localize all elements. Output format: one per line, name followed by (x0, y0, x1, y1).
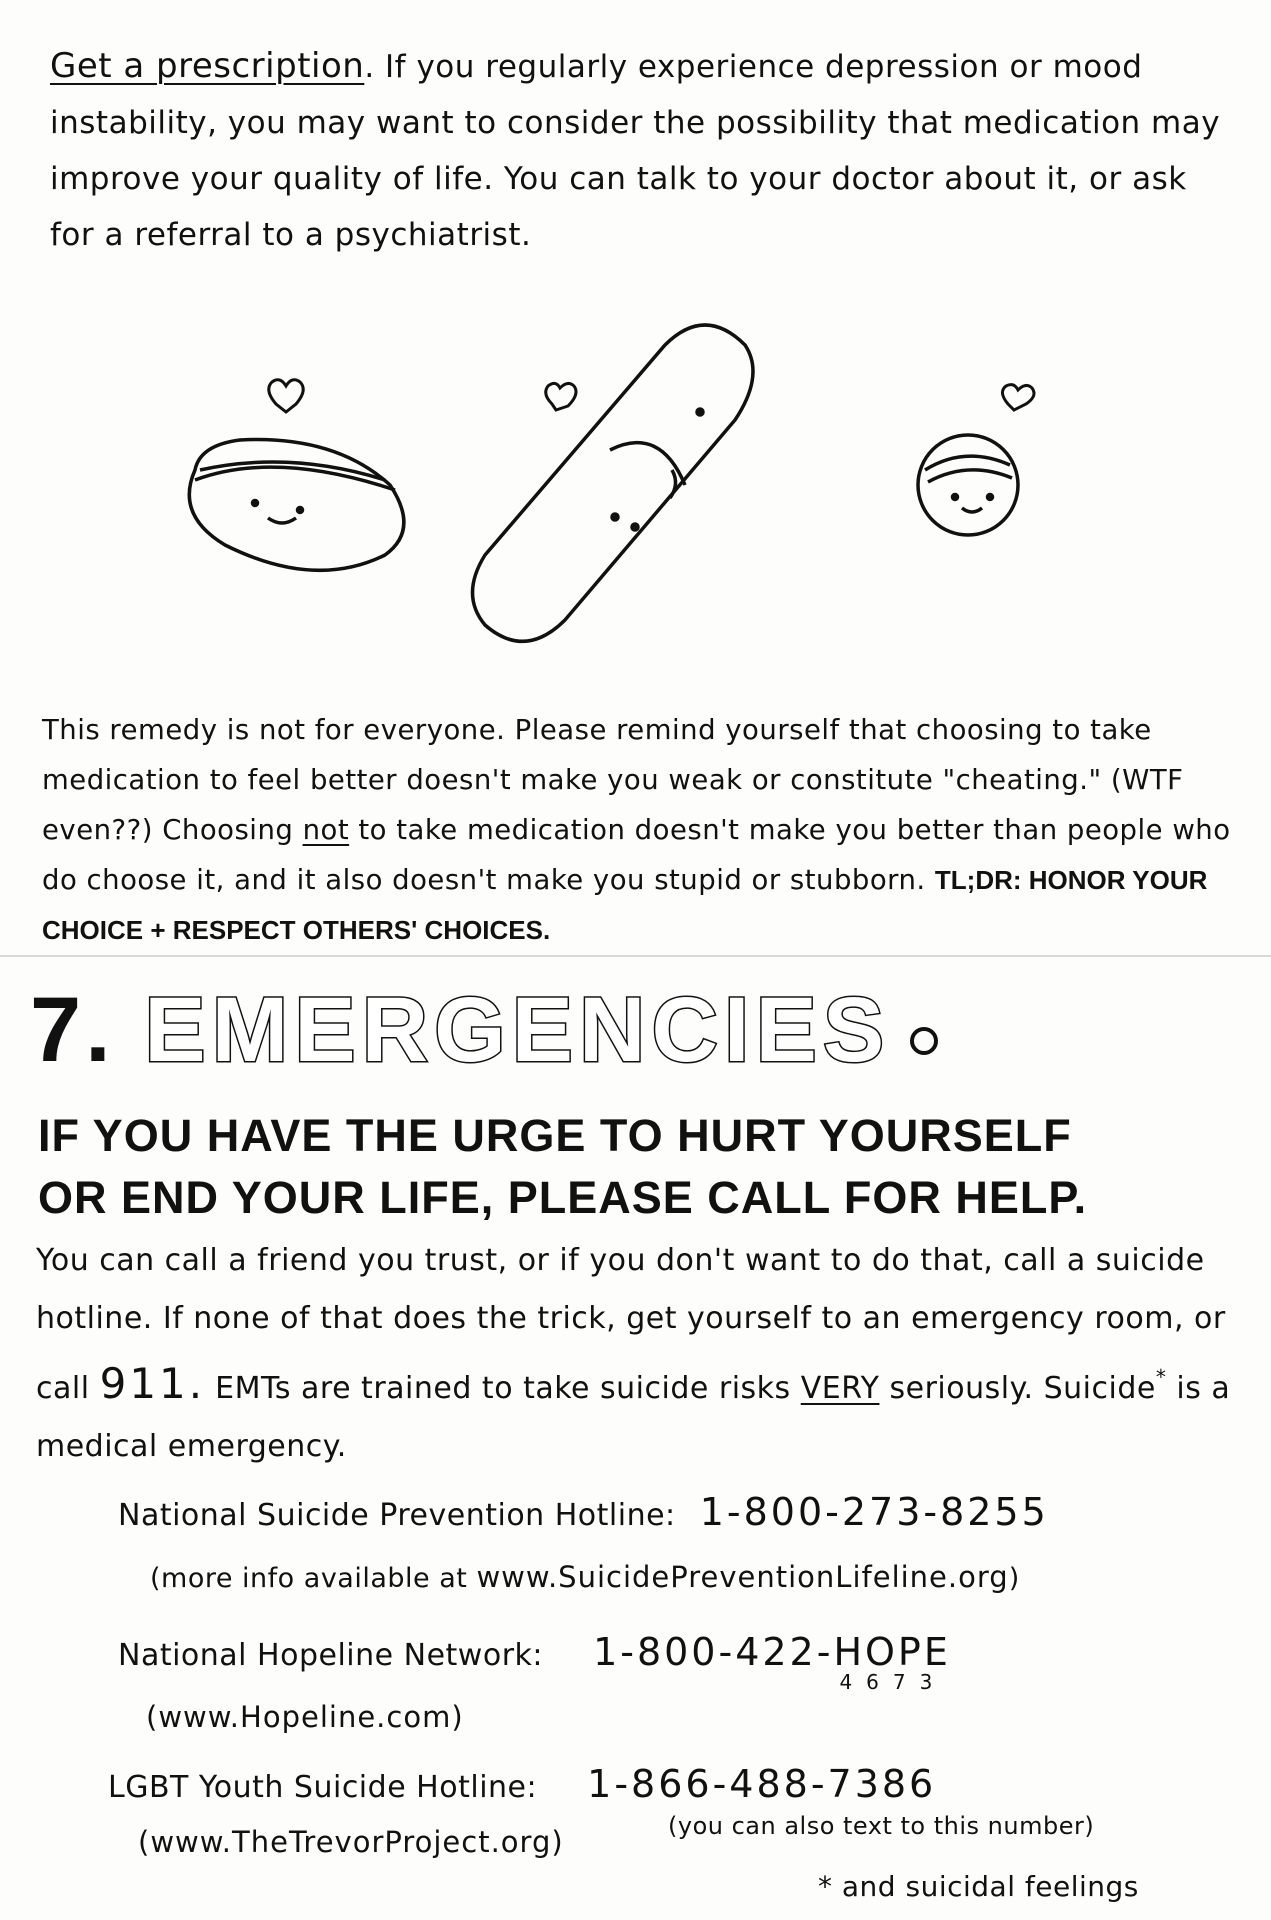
heart-icon (269, 380, 303, 412)
hotline-national-hopeline (118, 1630, 951, 1694)
page-fold-divider (0, 955, 1271, 957)
pill-illustrations (0, 0, 1271, 700)
hotline-national-suicide-prevention (118, 1490, 1049, 1534)
hotline-info (150, 1560, 1020, 1594)
emphasis-very: VERY (800, 1371, 880, 1406)
hotline-number[interactable]: 1-866-488-7386 (587, 1762, 937, 1806)
hotline-url[interactable]: (www.Hopeline.com) (146, 1700, 464, 1734)
emergency-body-text-2: EMTs are trained to take suicide risks (205, 1371, 801, 1406)
heading-dot (910, 1027, 938, 1055)
emergency-body-paragraph (36, 1232, 1246, 1476)
remedy-note-text: This remedy is not for everyone. Please remind yourself that choosing to take medication to feel better doesn't make you weak or constitute "cheating." (WTF even??) Choosing (42, 714, 1184, 846)
remedy-note-text-2: to take medication doesn't make you better than people who do choose it, and it also doesn't make you stupid or stubborn. (42, 814, 1231, 896)
remedy-note-emphasis: not (302, 814, 350, 846)
hotline-info-close: ) (1008, 1563, 1020, 1594)
hotline-name: National Suicide Prevention Hotline: (118, 1498, 676, 1533)
hotline-number-digits: 4673 (839, 1670, 947, 1694)
heart-icon (546, 383, 576, 410)
hotline-info (146, 1700, 464, 1734)
urgent-line-2: OR END YOUR LIFE, PLEASE CALL FOR HELP. (38, 1172, 1088, 1223)
hotline-info-text: (more info available at (150, 1563, 477, 1594)
emergency-body-text: You can call a friend you trust, or if you don't want to do that, call a suicide hotline. If none of that does the trick, get yourself to an emergency room, or call (36, 1243, 1226, 1406)
footnote: * and suicidal feelings (818, 1870, 1139, 1903)
hotline-number-letters-group (833, 1630, 951, 1694)
hotline-name: National Hopeline Network: (118, 1638, 544, 1673)
prescription-text: . If you regularly experience depression or mood instability, you may want to consider the possibility that medication may improve your quality of life. You can talk to your doctor about it, or ask for a referral to a psychiatrist. (50, 49, 1221, 253)
hotline-number-prefix: 1-800-422- (593, 1630, 834, 1674)
hotline-lgbt-youth (108, 1762, 936, 1806)
round-pill-drawing (918, 435, 1018, 535)
tldr-line: TL;DR: HONOR YOUR CHOICE + RESPECT OTHERS' CHOICES. (42, 865, 1208, 945)
asterisk-mark: * (1155, 1365, 1167, 1389)
hotline-number-letters: HOPE (833, 1630, 951, 1674)
heart-icon (1002, 385, 1034, 410)
hotline-name: LGBT Youth Suicide Hotline: (108, 1770, 538, 1805)
hotline-url[interactable]: www.SuicidePreventionLifeline.org (476, 1560, 1009, 1594)
emergencies-heading (30, 975, 938, 1085)
hotline-url[interactable]: (www.TheTrevorProject.org) (138, 1825, 564, 1859)
emergency-body-text-4: is a medical emergency. (36, 1371, 1231, 1464)
urgent-message (38, 1105, 1238, 1229)
hotline-number[interactable] (593, 1630, 951, 1694)
section-title: EMERGENCIES (144, 979, 891, 1081)
hotline-text-note: (you can also text to this number) (668, 1812, 1095, 1840)
prescription-heading: Get a prescription (50, 46, 365, 86)
urgent-line-1: IF YOU HAVE THE URGE TO HURT YOURSELF (38, 1110, 1072, 1161)
emergency-body-text-3: seriously. Suicide (879, 1371, 1156, 1406)
section-number: 7. (30, 979, 115, 1081)
capsule-drawing (473, 325, 754, 641)
hotline-number[interactable]: 1-800-273-8255 (699, 1490, 1049, 1534)
emergency-number-911: 911. (99, 1359, 206, 1408)
oval-tablet-drawing (189, 440, 404, 571)
hotline-info (138, 1825, 564, 1859)
remedy-note-paragraph (42, 705, 1232, 955)
